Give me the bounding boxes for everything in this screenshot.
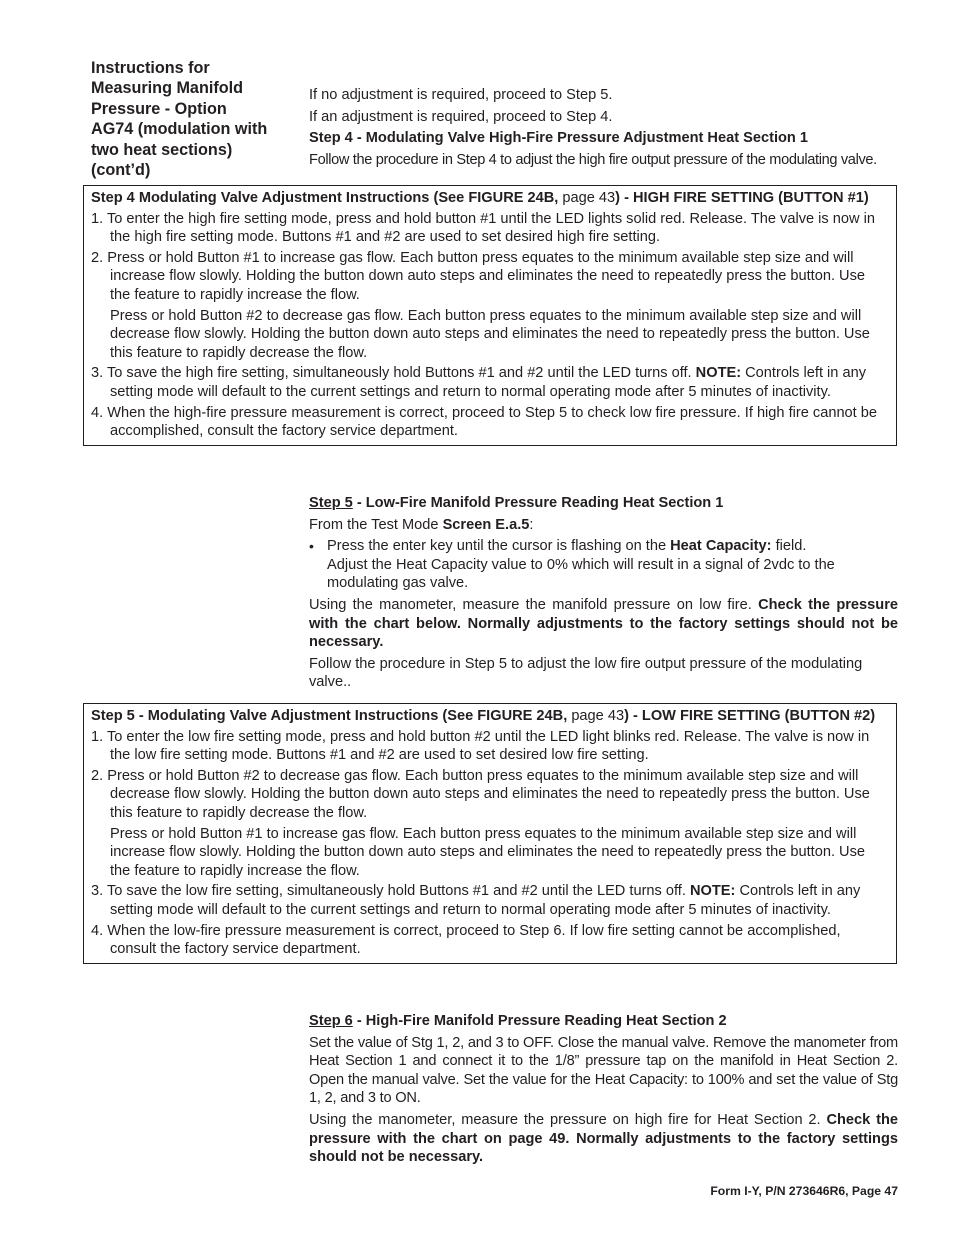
low-fire-step-2: 2. Press or hold Button #2 to decrease gas flow. Each button press equates to the minimum available step size and will decrease flow slowly. Holding the button down auto steps and eliminates the need to repeatedly press the button. Use this feature to rapidly decrease the flow. [91, 767, 870, 821]
low-fire-step-3: 3. To save the low fire setting, simultaneously hold Buttons #1 and #2 until the LED turns off. NOTE: Controls left in any setting mode will default to the current settings and return to normal operating mode after 5 minutes of inactivity. [91, 883, 861, 918]
low-fire-step-2-continued: Press or hold Button #1 to increase gas flow. Each button press equates to the minimum available step size and will increase flow slowly. Holding the button down auto steps and eliminates the need to repeatedly press the button. Use the feature to rapidly increase the flow. [110, 825, 866, 879]
low-fire-instructions-box [83, 703, 897, 964]
high-fire-step-2: 2. Press or hold Button #1 to increase gas flow. Each button press equates to the minimum available step size and will increase flow slowly. Holding the button down auto steps and eliminates the need to repeatedly press the button. Use the feature to rapidly increase the flow. [91, 249, 866, 303]
section-heading: Instructions for Measuring Manifold Pressure - Option AG74 (modulation with two heat sections) (cont’d) [91, 59, 268, 180]
step6-heading: Step 6 - High-Fire Manifold Pressure Reading Heat Section 2 [309, 1013, 727, 1029]
low-fire-step-4: 4. When the low-fire pressure measurement is correct, proceed to Step 6. If low fire setting cannot be accomplished, consult the factory service department. [91, 922, 841, 958]
step5-measure: Using the manometer, measure the manifold pressure on low fire. Check the pressure with the chart below. Normally adjustments to the factory settings should not be necessary. [309, 596, 898, 651]
high-fire-step-4: 4. When the high-fire pressure measurement is correct, proceed to Step 5 to check low fire pressure. If high fire cannot be accomplished, consult the factory service department. [91, 404, 878, 440]
high-fire-step-1: 1. To enter the high fire setting mode, press and hold button #1 until the LED lights solid red. Release. The valve is now in the high fire setting mode. Buttons #1 and #2 are used to set desired high fire setting. [91, 210, 875, 246]
intro-no-adjustment: If no adjustment is required, proceed to Step 5. [309, 87, 613, 103]
intro-block [309, 86, 898, 172]
step5-bullet: • Press the enter key until the cursor is flashing on the Heat Capacity: field. Adjust the Heat Capacity value to 0% which will result in a signal of 2vdc to the modulating gas valve. [309, 538, 835, 592]
bullet-icon: • [309, 538, 314, 555]
high-fire-box-heading: Step 4 Modulating Valve Adjustment Instructions (See FIGURE 24B, page 43) - HIGH FIRE SETTING (BUTTON #1) [91, 190, 869, 206]
step6-block [309, 1012, 898, 1170]
high-fire-step-3: 3. To save the high fire setting, simultaneously hold Buttons #1 and #2 until the LED turns off. NOTE: Controls left in any setting mode will default to the current settings and return to normal operating mode after 5 minutes of inactivity. [91, 365, 866, 400]
low-fire-step-1: 1. To enter the low fire setting mode, press and hold button #2 until the LED light blinks red. Release. The valve is now in the low fire setting mode. Buttons #1 and #2 are used to set desired low fire setting. [91, 728, 870, 764]
high-fire-instructions-box [83, 185, 897, 446]
step5-follow: Follow the procedure in Step 5 to adjust the low fire output pressure of the modulating valve.. [309, 655, 863, 691]
low-fire-box-heading: Step 5 - Modulating Valve Adjustment Instructions (See FIGURE 24B, page 43) - LOW FIRE SETTING (BUTTON #2) [91, 708, 876, 724]
step6-measure: Using the manometer, measure the pressure on high fire for Heat Section 2. Check the pressure with the chart on page 49. Normally adjustments to the factory settings should not be necessary. [309, 1111, 899, 1166]
high-fire-step-2-continued: Press or hold Button #2 to decrease gas flow. Each button press equates to the minimum available step size and will decrease flow slowly. Holding the button down auto steps and eliminates the need to repeatedly press the button. Use this feature to rapidly decrease the flow. [110, 307, 870, 361]
step5-from-test-mode: From the Test Mode Screen E.a.5: [309, 516, 534, 533]
step4-heading: Step 4 - Modulating Valve High-Fire Pressure Adjustment Heat Section 1 [309, 130, 808, 147]
page-footer: Form I-Y, P/N 273646R6, Page 47 [710, 1184, 898, 1198]
step5-heading: Step 5 - Low-Fire Manifold Pressure Reading Heat Section 1 [309, 495, 724, 511]
intro-adjustment: If an adjustment is required, proceed to Step 4. [309, 108, 613, 125]
step6-text: Set the value of Stg 1, 2, and 3 to OFF. Close the manual valve. Remove the manometer from Heat Section 1 and connect it to the 1/8” pressure tap on the manifold in Heat Section 2. Open the manual valve. Set the value for the Heat Capacity: to 100% and set the value of Stg 1, 2, and 3 to ON. [309, 1034, 898, 1107]
step5-block [309, 494, 898, 695]
step4-text: Follow the procedure in Step 4 to adjust the high fire output pressure of the modulating valve. [309, 151, 877, 168]
